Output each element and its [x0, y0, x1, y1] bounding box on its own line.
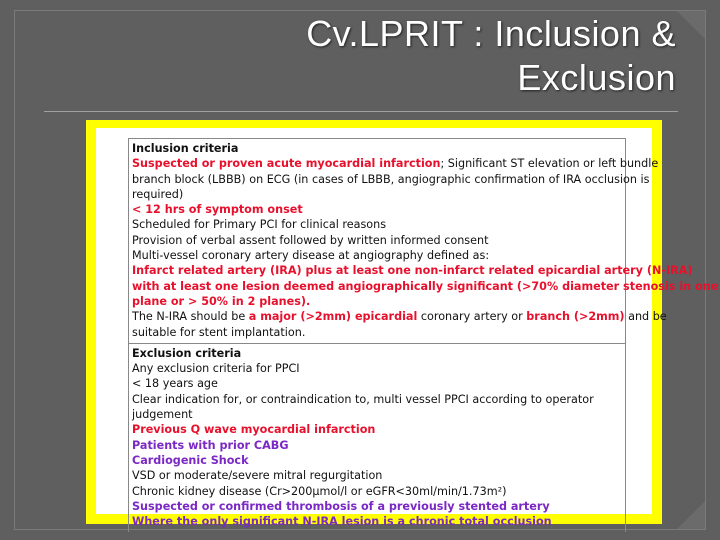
- inclusion-section: [129, 139, 719, 343]
- inclusion-ira-line-3: plane or > 50% in 2 planes).: [132, 294, 311, 308]
- inclusion-line-3: required): [132, 187, 184, 201]
- nira-text-a: The N-IRA should be: [132, 310, 249, 324]
- inclusion-st-elevation: ; Significant ST elevation or left bundle: [440, 157, 659, 171]
- inclusion-consent: Provision of verbal assent followed by written informed consent: [132, 233, 489, 247]
- exclusion-ppci: Any exclusion criteria for PPCI: [132, 362, 300, 376]
- exclusion-age: < 18 years age: [132, 377, 218, 391]
- inclusion-multivessel: Multi-vessel coronary artery disease at angiography defined as:: [132, 249, 490, 263]
- inclusion-ira-line-2: with at least one lesion deemed angiographically significant (>70% diameter stenosis in one: [132, 279, 719, 293]
- exclusion-q-wave-mi: Previous Q wave myocardial infarction: [132, 423, 376, 437]
- exclusion-cto: Where the only significant N-IRA lesion is a chronic total occlusion: [132, 515, 552, 529]
- inclusion-line-1: [132, 156, 659, 171]
- nira-text-c: coronary artery or: [417, 310, 527, 324]
- nira-branch: branch (>2mm): [526, 310, 625, 324]
- inclusion-ami: Suspected or proven acute myocardial infarction: [132, 157, 441, 171]
- exclusion-cardiogenic-shock: Cardiogenic Shock: [132, 453, 249, 467]
- inclusion-header: Inclusion criteria: [132, 142, 239, 155]
- exclusion-indication-line-2: judgement: [132, 408, 193, 422]
- corner-decoration-bottom-right: [677, 501, 705, 529]
- inclusion-nira-line-1: [132, 309, 667, 324]
- title-line-2: Exclusion: [517, 57, 676, 98]
- title-line-1: Cv.LPRIT : Inclusion &: [306, 13, 676, 54]
- corner-decoration-top-right: [677, 11, 705, 39]
- exclusion-vsd: VSD or moderate/severe mitral regurgitation: [132, 469, 383, 483]
- exclusion-prior-cabg: Patients with prior CABG: [132, 438, 289, 452]
- inclusion-primary-pci: Scheduled for Primary PCI for clinical reasons: [132, 218, 387, 232]
- nira-text-e: and be: [624, 310, 667, 324]
- slide-title: [76, 12, 676, 100]
- inclusion-symptom-onset: < 12 hrs of symptom onset: [132, 203, 303, 217]
- exclusion-ckd: Chronic kidney disease (Cr>200μmol/l or eGFR<30ml/min/1.73m²): [132, 484, 507, 498]
- criteria-document: [96, 128, 719, 529]
- criteria-table: [128, 138, 719, 532]
- inclusion-nira-line-2: suitable for stent implantation.: [132, 325, 306, 339]
- exclusion-header: Exclusion criteria: [132, 346, 242, 360]
- exclusion-stent-thrombosis: Suspected or confirmed thrombosis of a previously stented artery: [132, 499, 550, 513]
- exclusion-indication-line-1: Clear indication for, or contraindication to, multi vessel PPCI according to operator: [132, 392, 594, 406]
- inclusion-line-2: branch block (LBBB) on ECG (in cases of LBBB, angiographic confirmation of IRA occlusion is: [132, 172, 650, 186]
- inclusion-ira-line-1: Infarct related artery (IRA) plus at least one non-infarct related epicardial artery (N-IRA): [132, 264, 693, 278]
- nira-major-epicardial: a major (>2mm) epicardial: [248, 310, 418, 324]
- exclusion-section: [129, 343, 625, 533]
- title-divider: [44, 111, 678, 112]
